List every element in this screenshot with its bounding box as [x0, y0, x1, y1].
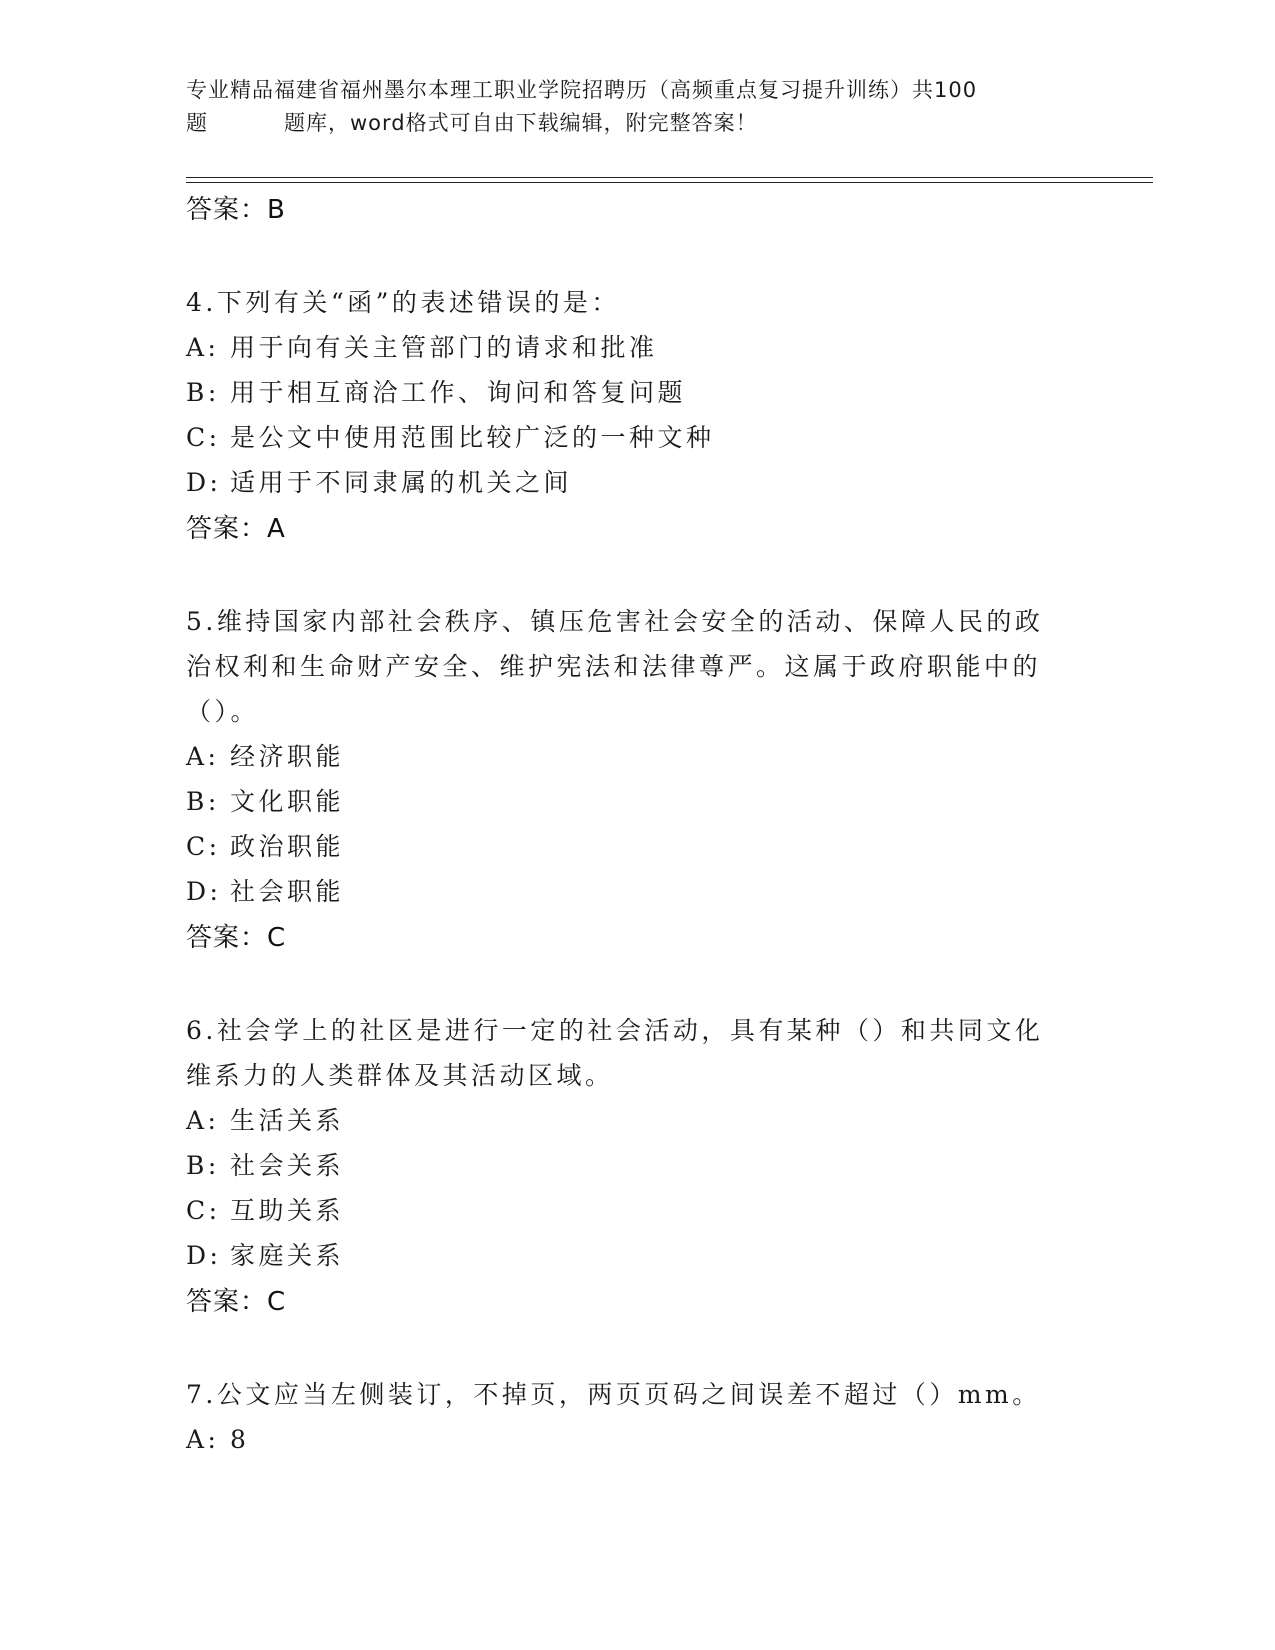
option-text: 生活关系 — [230, 1106, 345, 1135]
question-stem: 治权利和生命财产安全、维护宪法和法律尊严。这属于政府职能中的 — [186, 652, 1042, 681]
option-text: 经济职能 — [230, 742, 345, 771]
header-divider-top — [186, 177, 1153, 178]
question-stem: 维系力的人类群体及其活动区域。 — [186, 1061, 614, 1090]
answer-line: 答案：B — [186, 195, 286, 225]
option-b — [186, 1143, 1086, 1188]
header-title-line-2 — [186, 107, 1086, 140]
question-block — [186, 280, 1086, 553]
question-stem: 7.公文应当左侧装订，不掉页，两页页码之间误差不超过（）mm。 — [186, 1380, 1041, 1409]
option-text: 家庭关系 — [230, 1241, 345, 1270]
option-c — [186, 824, 1086, 869]
option-label: A: — [186, 333, 220, 362]
question-stem: （）。 — [186, 697, 260, 726]
option-text: 社会关系 — [230, 1151, 345, 1180]
option-label: B: — [186, 787, 220, 816]
option-text: 用于相互商洽工作、询问和答复问题 — [230, 378, 687, 407]
option-text: 互助关系 — [230, 1196, 345, 1225]
option-a — [186, 1417, 1086, 1462]
option-c — [186, 415, 1086, 460]
option-label: C: — [186, 1196, 221, 1225]
option-label: D: — [186, 877, 222, 906]
option-label: C: — [186, 832, 221, 861]
header-title-line-2-lead: 题 — [186, 111, 208, 135]
answer-line: 答案：A — [186, 514, 286, 544]
spacer — [186, 1326, 1086, 1372]
document-body — [186, 186, 1086, 1462]
option-text: 8 — [230, 1425, 250, 1454]
option-text: 文化职能 — [230, 787, 345, 816]
question-stem: 6.社会学上的社区是进行一定的社会活动，具有某种（）和共同文化 — [186, 1016, 1044, 1045]
option-text: 用于向有关主管部门的请求和批准 — [230, 333, 658, 362]
option-label: A: — [186, 742, 220, 771]
option-label: D: — [186, 468, 222, 497]
question-block — [186, 1372, 1086, 1462]
spacer — [186, 962, 1086, 1008]
question-stem: 4.下列有关“函”的表述错误的是： — [186, 288, 620, 317]
option-label: A: — [186, 1425, 220, 1454]
spacer — [186, 234, 1086, 280]
option-b — [186, 370, 1086, 415]
answer-line: 答案：C — [186, 923, 287, 953]
option-a — [186, 1098, 1086, 1143]
option-c — [186, 1188, 1086, 1233]
header-title-line-2-rest: 题库，word格式可自由下载编辑，附完整答案！ — [284, 111, 758, 135]
spacer — [186, 553, 1086, 599]
option-label: B: — [186, 378, 220, 407]
page-header — [186, 74, 1086, 140]
option-d — [186, 1233, 1086, 1278]
option-text: 政治职能 — [230, 832, 345, 861]
header-title-line-1: 专业精品福建省福州墨尔本理工职业学院招聘历（高频重点复习提升训练）共100 — [186, 78, 978, 102]
option-text: 适用于不同隶属的机关之间 — [230, 468, 573, 497]
option-a — [186, 325, 1086, 370]
option-text: 社会职能 — [230, 877, 345, 906]
option-a — [186, 734, 1086, 779]
answer-line: 答案：C — [186, 1287, 287, 1317]
question-block — [186, 1008, 1086, 1326]
option-label: D: — [186, 1241, 222, 1270]
option-text: 是公文中使用范围比较广泛的一种文种 — [230, 423, 715, 452]
option-label: B: — [186, 1151, 220, 1180]
header-divider-bottom — [186, 182, 1153, 183]
option-label: C: — [186, 423, 221, 452]
option-d — [186, 869, 1086, 914]
option-b — [186, 779, 1086, 824]
question-stem: 5.维持国家内部社会秩序、镇压危害社会安全的活动、保障人民的政 — [186, 607, 1044, 636]
question-block — [186, 599, 1086, 962]
option-d — [186, 460, 1086, 505]
option-label: A: — [186, 1106, 220, 1135]
